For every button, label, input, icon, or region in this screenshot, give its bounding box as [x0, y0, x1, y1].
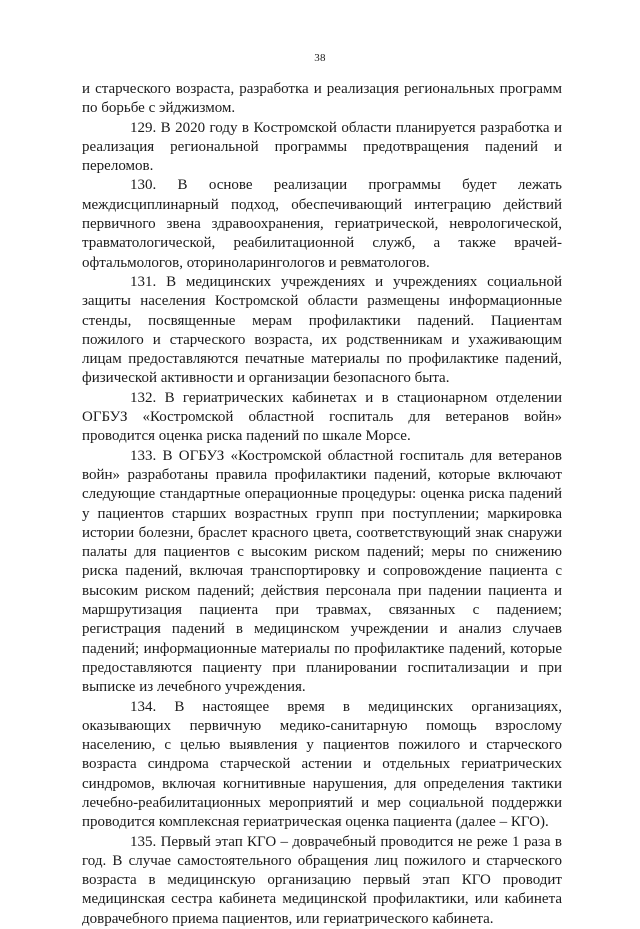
paragraph-131: 131. В медицинских учреждениях и учреждениях социальной защиты населения Костромской области размещены информационные стенды, посвященные мерам профилактики падений. Пациентам пожилого и старческого возраста, их родственникам и ухаживающим лицам предоставляются печатные материалы по профилактике падений, физической активности и организации безопасного быта. [82, 273, 562, 387]
paragraph-continuation: и старческого возраста, разработка и реализация региональных программ по борьбе с эйджизмом. [82, 81, 562, 117]
paragraph-135: 135. Первый этап КГО – доврачебный проводится не реже 1 раза в год. В случае самостоятельного обращения лиц пожилого и старческого возраста в медицинскую организацию первый этап КГО проводит медицинская сестра кабинета медицинской профилактики, или кабинета доврачебного приема пациентов, или гериатрического кабинета. [82, 833, 562, 927]
paragraph-134: 134. В настоящее время в медицинских организациях, оказывающих первичную медико-санитарную помощь взрослому населению, с целью выявления у пациентов пожилого и старческого возраста синдрома старческой астении и отдельных гериатрических синдромов, включая когнитивные нарушения, для определения тактики лечебно-реабилитационных мероприятий и мер социальной поддержки проводится комплексная гериатрическая оценка пациента (далее – КГО). [82, 698, 562, 831]
document-body [82, 80, 562, 929]
page-number: 38 [314, 52, 326, 64]
paragraph-129: 129. В 2020 году в Костромской области планируется разработка и реализация региональной программы предотвращения падений и переломов. [82, 119, 562, 175]
paragraph-133: 133. В ОГБУЗ «Костромской областной госпиталь для ветеранов войн» разработаны правила профилактики падений, которые включают следующие стандартные операционные процедуры: оценка риска падений у пациентов старших возрастных групп при поступлении; маркировка истории болезни, браслет красного цвета, соответствующий знак снаружи палаты для пациентов с высоким риском падений; меры по снижению риска падений, включая транспортировку и сопровождение пациента с высоким риском падений; действия персонала при падении пациента и маршрутизация пациента при травмах, связанных с падением; регистрация падений в медицинском учреждении и анализ случаев падений; информационные материалы по профилактике падений, которые предоставляются пациенту при планировании госпитализации и при выписке из лечебного учреждения. [82, 447, 562, 696]
paragraph-130: 130. В основе реализации программы будет лежать междисциплинарный подход, обеспечивающий интеграцию действий первичного звена здравоохранения, гериатрической, неврологической, травматологической, реабилитационной служб, а также врачей-офтальмологов, оториноларингологов и ревматологов. [82, 177, 562, 271]
paragraph-132: 132. В гериатрических кабинетах и в стационарном отделении ОГБУЗ «Костромской областной госпиталь для ветеранов войн» проводится оценка риска падений по шкале Морсе. [82, 389, 562, 445]
